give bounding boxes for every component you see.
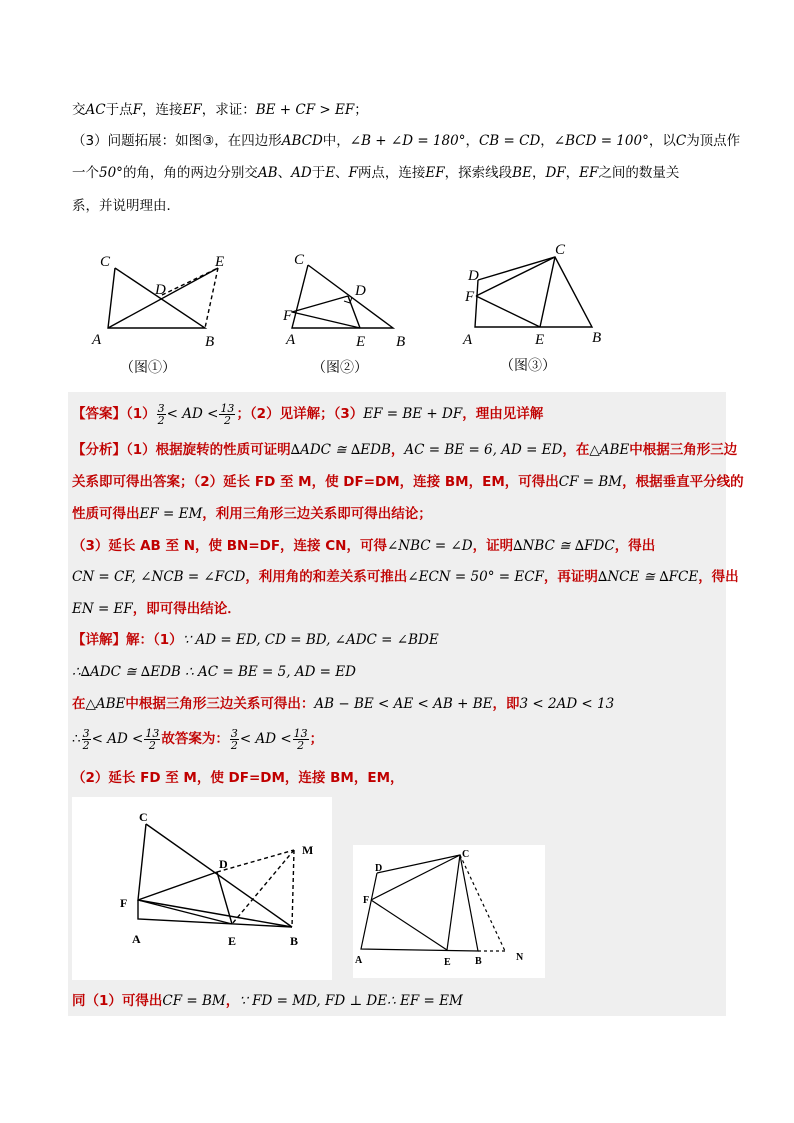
- fig1-label-d: D: [155, 282, 166, 298]
- detail-line-5: （2）延长 FD 至 M，使 DF=DM，连接 BM，EM，: [72, 770, 404, 786]
- bl-line-cb: [146, 824, 292, 927]
- fig1-line-ae: [108, 268, 218, 328]
- fig1-dash-de: [162, 268, 218, 295]
- fig2-labels: [282, 252, 405, 350]
- detail-frac-1: $\frac{3}{2}$: [82, 726, 90, 752]
- br-label-e: E: [444, 957, 451, 968]
- br-line-fe: [371, 900, 447, 950]
- problem-line-1: 交AC于点F，连接EF，求证：BE + CF > EF；: [72, 102, 368, 118]
- answer-frac-b: $\frac{13}{2}$: [220, 401, 235, 427]
- br-label-n: N: [516, 952, 524, 963]
- fig2-caption: （图②）: [312, 361, 368, 376]
- fig2-line-fd: [292, 296, 348, 312]
- bl-label-e: E: [228, 934, 237, 948]
- figure-bottom-left-svg: [72, 797, 332, 980]
- bl-label-c: C: [139, 810, 148, 824]
- fig1-label-a: A: [92, 332, 102, 348]
- fig3-line-ce: [540, 257, 555, 327]
- bl-label-f: F: [120, 896, 128, 910]
- fig1-triangle: [108, 268, 205, 328]
- bl-label-a: A: [132, 932, 141, 946]
- figure-bottom-right: [353, 845, 545, 978]
- fig2-triangle: [292, 265, 393, 328]
- fig3-line-fe: [476, 296, 540, 327]
- br-label-a: A: [355, 955, 363, 966]
- fig3-label-e: E: [535, 332, 545, 348]
- figure-3: [475, 257, 592, 327]
- analysis-line-3: 性质可得出EF = EM，利用三角形三边关系即可得出结论；: [72, 506, 432, 522]
- br-label-f: F: [363, 895, 370, 906]
- answer-frac-a: $\frac{3}{2}$: [157, 401, 165, 427]
- detail-line-3: 在△ABE中根据三角形三边关系可得出：AB − BE < AE < AB + BE，即3 < 2AD < 13: [72, 696, 615, 712]
- detail-line-2: ∴∆ADC ≅ ∆EDB ∴ AC = BE = 5, AD = ED: [72, 664, 356, 680]
- fig3-label-f: F: [465, 289, 475, 305]
- fig2-label-b: B: [396, 334, 406, 350]
- fig1-label-b: B: [205, 334, 215, 350]
- problem-line-4: 系，并说明理由．: [72, 198, 180, 214]
- br-label-d: D: [375, 863, 383, 874]
- br-line-fc: [371, 855, 460, 900]
- detail-line-4: ∴ $\frac{3}{2}$ < AD < $\frac{13}{2}$ 故答案为： $\frac{3}{2}$ < AD < $\frac{13}{2}$ ；: [72, 726, 324, 752]
- fig1-label-e: E: [215, 254, 225, 270]
- fig1-caption: （图①）: [120, 361, 176, 376]
- fig3-label-d: D: [468, 268, 479, 284]
- br-line-ce: [447, 855, 460, 950]
- fig2-line-de: [348, 296, 360, 328]
- bl-label-d: D: [219, 857, 228, 871]
- fig2-label-e: E: [356, 334, 366, 350]
- fig2-label-f: F: [283, 308, 293, 324]
- bl-label-m: M: [302, 843, 314, 857]
- br-label-b: B: [475, 956, 482, 967]
- fig3-caption: （图③）: [500, 359, 556, 374]
- fig3-label-a: A: [463, 332, 473, 348]
- analysis-line-2: 关系即可得出答案；（2）延长 FD 至 M，使 DF=DM，连接 BM，EM，可得出CF = BM，根据垂直平分线的: [72, 474, 744, 490]
- bl-line-fd: [138, 872, 217, 900]
- analysis-line-1: 【分析】（1）根据旋转的性质可证明∆ADC ≅ ∆EDB，AC = BE = 6, AD = ED，在△ABE中根据三角形三边: [72, 442, 738, 458]
- fig1-label-c: C: [100, 254, 111, 270]
- problem-line-2: （3）问题拓展：如图③，在四边形ABCD中，∠B + ∠D = 180°，CB = CD，∠BCD = 100°，以C为顶点作: [72, 133, 741, 149]
- detail-line-1: 【详解】解：（1）∵ AD = ED, CD = BD, ∠ADC = ∠BDE: [72, 632, 439, 648]
- fig3-label-c: C: [555, 242, 566, 258]
- fig2-label-c: C: [294, 252, 305, 268]
- analysis-line-5: CN = CF, ∠NCB = ∠FCD，利用角的和差关系可推出∠ECN = 50° = ECF，再证明∆NCE ≅ ∆FCE，得出: [72, 569, 739, 585]
- fig1-dash-eb: [205, 268, 218, 328]
- bl-dash-mb: [292, 850, 294, 927]
- fig2-label-a: A: [286, 332, 296, 348]
- fig2-line-fe: [292, 312, 360, 328]
- figure-2: [292, 265, 393, 328]
- problem-line-3: 一个50°的角，角的两边分别交AB、AD于E、F两点，连接EF，探索线段BE，DF，EF之间的数量关: [72, 165, 680, 181]
- bl-dash-dm: [217, 850, 294, 872]
- answer-line: 【答案】（1） $\frac{3}{2}$ < AD < $\frac{13}{2}$ ；（2）见详解；（3）EF = BE + DF，理由见详解: [72, 401, 544, 427]
- analysis-line-4: （3）延长 AB 至 N，使 BN=DF，连接 CN，可得∠NBC = ∠D，证明∆NBC ≅ ∆FDC，得出: [72, 538, 656, 554]
- br-dash-cn: [460, 855, 505, 951]
- detail-frac-3: $\frac{3}{2}$: [230, 726, 238, 752]
- detail-frac-2: $\frac{13}{2}$: [145, 726, 160, 752]
- detail-line-6: 同（1）可得出CF = BM，∵ FD = MD, FD ⊥ DE∴ EF = EM: [72, 993, 463, 1009]
- figure-1: [108, 268, 218, 328]
- bl-label-b: B: [290, 934, 299, 948]
- detail-frac-4: $\frac{13}{2}$: [293, 726, 308, 752]
- figure-bottom-left: [72, 797, 332, 980]
- top-figures: [80, 240, 700, 380]
- analysis-line-6: EN = EF，即可得出结论．: [72, 601, 241, 617]
- fig2-label-d: D: [355, 283, 366, 299]
- fig3-labels: [462, 242, 601, 348]
- fig3-label-b: B: [592, 330, 602, 346]
- bl-dash-me: [232, 850, 294, 924]
- figure-bottom-right-svg: [353, 845, 545, 978]
- br-label-c: C: [462, 849, 470, 860]
